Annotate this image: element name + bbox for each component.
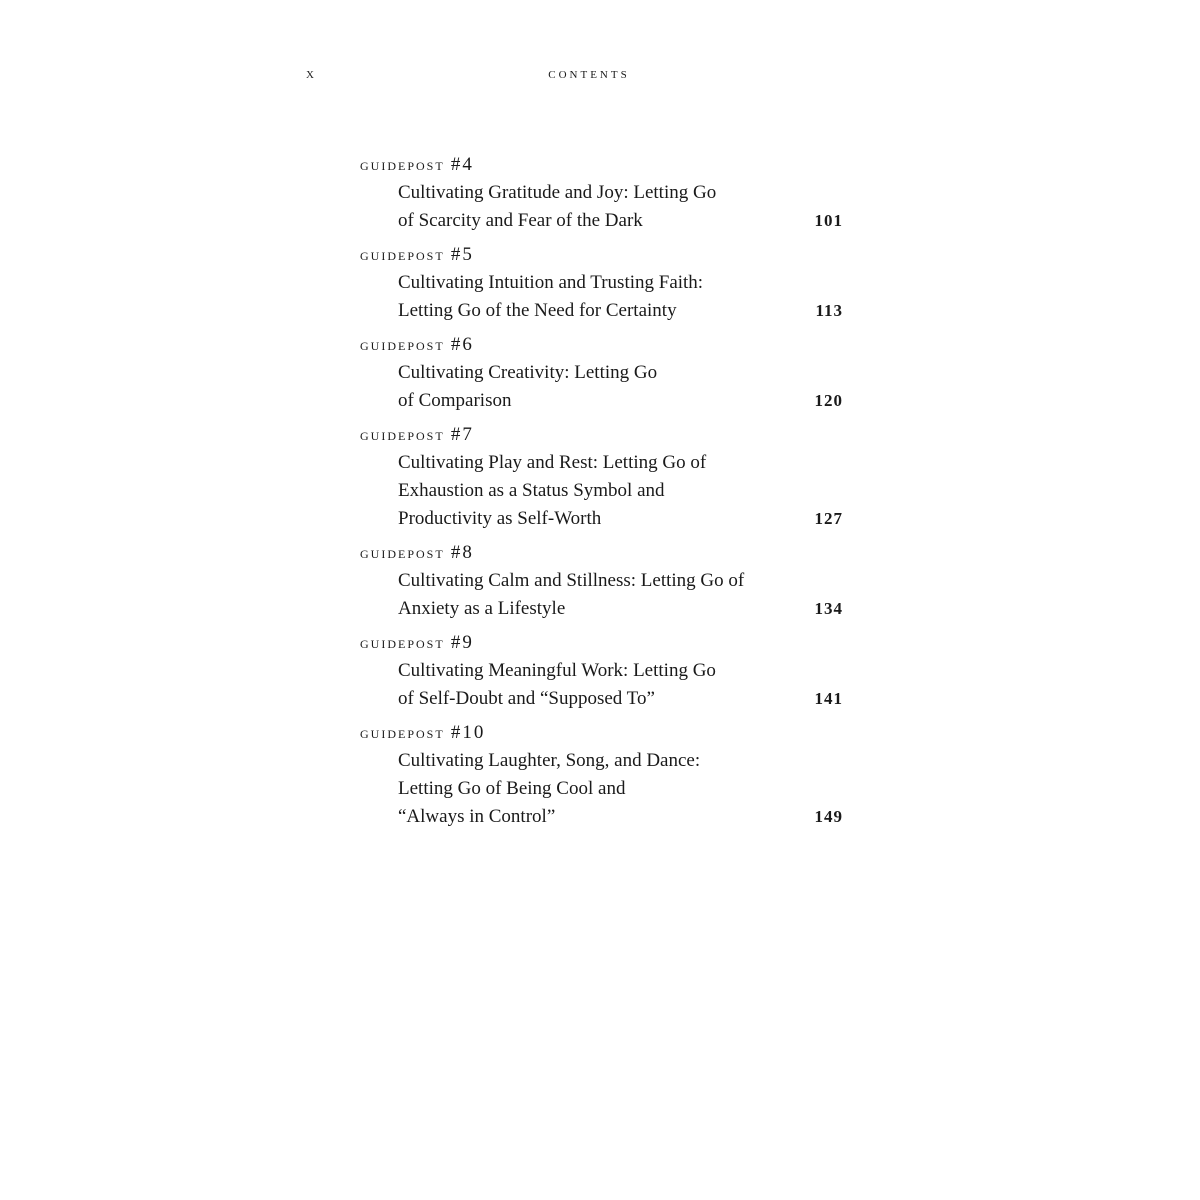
- chapter-page-number: 101: [814, 211, 843, 230]
- toc-row: [360, 449, 843, 533]
- guidepost-label: guidepost: [360, 633, 445, 652]
- guidepost-heading: [360, 244, 843, 266]
- guidepost-number: #5: [450, 244, 474, 265]
- toc-row: [360, 359, 843, 415]
- toc-row: [360, 179, 843, 235]
- toc-entry: [360, 632, 843, 713]
- guidepost-heading: [360, 334, 843, 356]
- chapter-title: Cultivating Laughter, Song, and Dance: Letting Go of Being Cool and “Always in Control”: [398, 750, 701, 827]
- page-number: x: [306, 66, 315, 82]
- guidepost-number: #4: [450, 154, 474, 175]
- guidepost-label: guidepost: [360, 335, 445, 354]
- running-head: contents: [548, 66, 630, 82]
- guidepost-number: #8: [450, 542, 474, 563]
- chapter-page-number: 141: [814, 689, 843, 708]
- chapter-title: Cultivating Play and Rest: Letting Go of Exhaustion as a Status Symbol and Productivity as Self-Worth: [398, 452, 707, 529]
- chapter-page-number: 149: [814, 807, 843, 826]
- guidepost-heading: [360, 632, 843, 654]
- guidepost-heading: [360, 542, 843, 564]
- toc-entry: [360, 542, 843, 623]
- guidepost-number: #10: [450, 722, 486, 743]
- guidepost-label: guidepost: [360, 723, 445, 742]
- chapter-page-number: 134: [814, 599, 843, 618]
- chapter-title: Cultivating Intuition and Trusting Faith: Letting Go of the Need for Certainty: [398, 272, 704, 321]
- toc-entry: [360, 154, 843, 235]
- chapter-title: Cultivating Gratitude and Joy: Letting Go of Scarcity and Fear of the Dark: [398, 182, 717, 231]
- guidepost-heading: [360, 722, 843, 744]
- toc-entry: [360, 722, 843, 831]
- chapter-title: Cultivating Calm and Stillness: Letting Go of Anxiety as a Lifestyle: [398, 570, 745, 619]
- guidepost-number: #6: [450, 334, 474, 355]
- chapter-page-number: 113: [815, 301, 843, 320]
- guidepost-heading: [360, 424, 843, 446]
- guidepost-number: #9: [450, 632, 474, 653]
- toc-row: [360, 747, 843, 831]
- toc-row: [360, 657, 843, 713]
- chapter-page-number: 127: [814, 509, 843, 528]
- chapter-title: Cultivating Meaningful Work: Letting Go of Self-Doubt and “Supposed To”: [398, 660, 716, 709]
- guidepost-label: guidepost: [360, 245, 445, 264]
- toc-row: [360, 269, 843, 325]
- chapter-title: Cultivating Creativity: Letting Go of Comparison: [398, 362, 658, 411]
- toc-entry: [360, 334, 843, 415]
- guidepost-number: #7: [450, 424, 474, 445]
- table-of-contents: [360, 154, 843, 840]
- guidepost-label: guidepost: [360, 543, 445, 562]
- toc-entry: [360, 424, 843, 533]
- guidepost-label: guidepost: [360, 425, 445, 444]
- guidepost-label: guidepost: [360, 155, 445, 174]
- toc-row: [360, 567, 843, 623]
- toc-entry: [360, 244, 843, 325]
- guidepost-heading: [360, 154, 843, 176]
- chapter-page-number: 120: [814, 391, 843, 410]
